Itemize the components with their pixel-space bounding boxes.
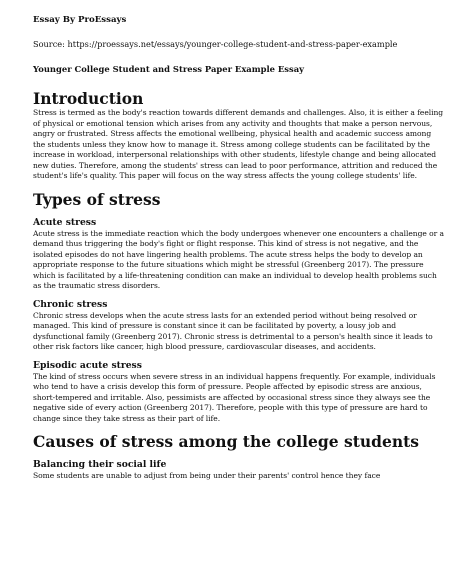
paragraph-episodic-acute-stress: The kind of stress occurs when severe stress in an individual happens frequently. For example, individuals who tend to have a crisis develop this form of pressure. People affected by episodic stress are anxious, short-tempered and irritable. Also, pessimists are affected by occasional stress since they always see the negative side of every action (Greenberg 2017). Therefore, people with this type of pressure are hard to change since they take stress as their part of life. (33, 371, 436, 423)
paragraph-introduction: Stress is termed as the body's reaction towards different demands and challenges. Also, it is either a feeling of physical or emotional tension which arises from any activity and thoughts that make a person nervous, angry or frustrated. Stress affects the emotional wellbeing, physical health and academic success among the students unless they know how to manage it. Stress among college students can be facilitated by the increase in workload, interpersonal relationships with other students, lifestyle change and being allocated new duties. Therefore, among the students' stress can lead to poor performance, attrition and reduced the student's life's quality. This paper will focus on the way stress affects the young college students' life. (33, 108, 444, 180)
subheading-balancing-social-life: Balancing their social life (33, 459, 167, 470)
brand-label: Essay By ProEssays (33, 15, 127, 25)
paragraph-chronic-stress: Chronic stress develops when the acute stress lasts for an extended period without being resolved or managed. This kind of pressure is constant since it can be facilitated by poverty, a lousy job and dysfunctional family (Greenberg 2017). Chronic stress is detrimental to a person's health since it leads to other risk factors like cancer, high blood pressure, cardiovascular diseases, and accidents. (33, 310, 433, 351)
subheading-acute-stress: Acute stress (33, 216, 97, 228)
essay-page (33, 14, 445, 482)
paragraph-acute-stress: Acute stress is the immediate reaction which the body undergoes whenever one encounters a challenge or a demand thus triggering the body's fight or flight response. This kind of stress is not negative, and the isolated episodes do not have lingering health problems. The acute stress helps the body to develop an appropriate response to the future situations which might be stressful (Greenberg 2017). The pressure which is facilitated by a life-threatening condition can make an individual to develop health problems such as the traumatic stress disorders. (33, 228, 444, 290)
heading-types-of-stress: Types of stress (33, 189, 161, 209)
heading-introduction: Introduction (33, 89, 144, 108)
document-title: Younger College Student and Stress Paper Example Essay (33, 64, 304, 74)
subheading-chronic-stress: Chronic stress (33, 298, 108, 310)
heading-causes-of-stress: Causes of stress among the college students (33, 432, 420, 451)
source-line: Source: https://proessays.net/essays/younger-college-student-and-stress-paper-example (33, 39, 398, 49)
subheading-episodic-acute-stress: Episodic acute stress (33, 359, 142, 371)
paragraph-balancing-social-life: Some students are unable to adjust from being under their parents' control hence they face (33, 471, 381, 480)
